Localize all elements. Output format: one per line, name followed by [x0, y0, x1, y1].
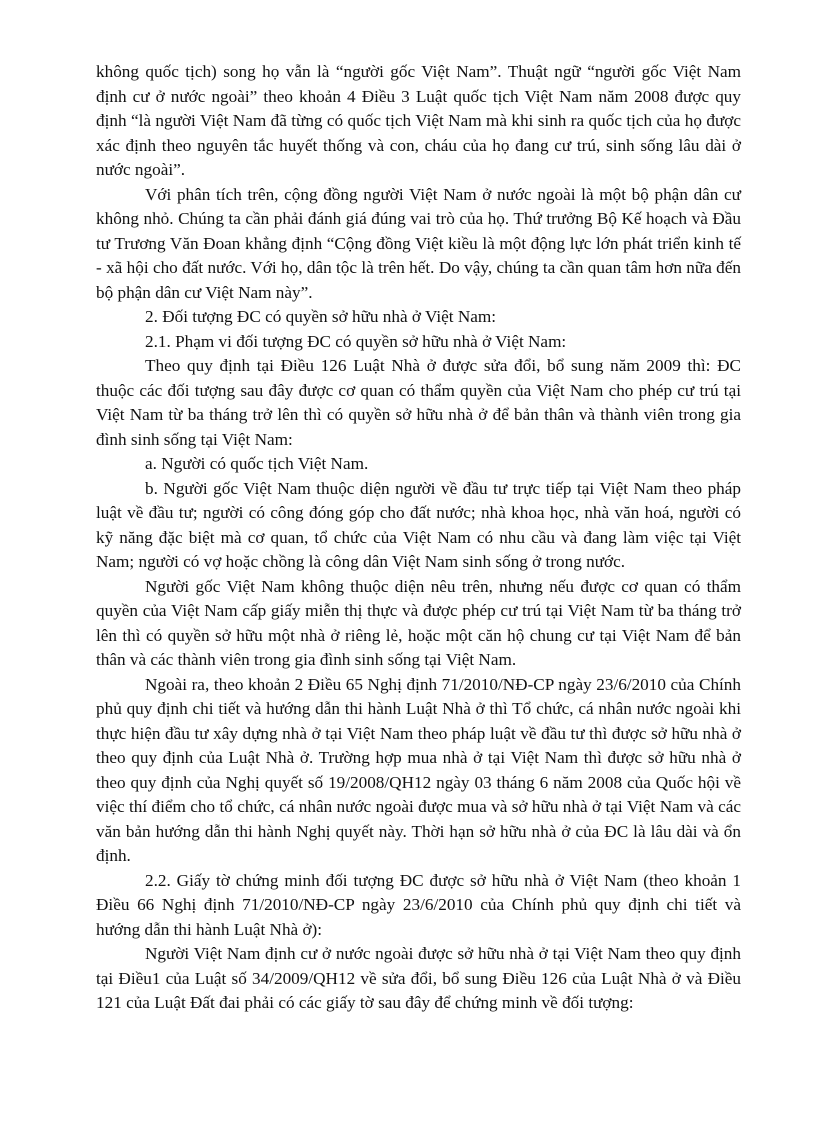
paragraph-continuation: không quốc tịch) song họ vẫn là “người gốc Việt Nam”. Thuật ngữ “người gốc Việt Nam định cư ở nước ngoài” theo khoản 4 Điều 3 Luật quốc tịch Việt Nam năm 2008 được quy định “là người Việt Nam đã từng có quốc tịch Việt Nam mà khi sinh ra quốc tịch của họ được xác định theo nguyên tắc huyết thống và con, cháu của họ đang cư trú, sinh sống lâu dài ở nước ngoài”.	[96, 62, 741, 179]
paragraph-required-documents: Người Việt Nam định cư ở nước ngoài được sở hữu nhà ở tại Việt Nam theo quy định tại Điều1 của Luật số 34/2009/QH12 về sửa đổi, bổ sung Điều 126 của Luật Nhà ở và Điều 121 của Luật Đất đai phải có các giấy tờ sau đây để chứng minh về đối tượng:	[96, 944, 741, 1012]
document-page	[96, 60, 741, 1016]
paragraph-visa-exemption: Người gốc Việt Nam không thuộc diện nêu trên, nhưng nếu được cơ quan có thẩm quyền của Việt Nam cấp giấy miễn thị thực và được phép cư trú tại Việt Nam từ ba tháng trở lên thì có quyền sở hữu một nhà ở riêng lẻ, hoặc một căn hộ chung cư tại Việt Nam để bản thân và các thành viên trong gia đình sinh sống tại Việt Nam.	[96, 576, 741, 669]
list-item-a: a. Người có quốc tịch Việt Nam.	[145, 454, 369, 473]
section-heading-2-2: 2.2. Giấy tờ chứng minh đối tượng ĐC được sở hữu nhà ở Việt Nam (theo khoản 1 Điều 66 Nghị định 71/2010/NĐ-CP ngày 23/6/2010 của Chính phủ quy định chi tiết và hướng dẫn thi hành Luật Nhà ở):	[96, 870, 741, 939]
paragraph-analysis: Với phân tích trên, cộng đồng người Việt Nam ở nước ngoài là một bộ phận dân cư không nhỏ. Chúng ta cần phải đánh giá đúng vai trò của họ. Thứ trưởng Bộ Kế hoạch và Đầu tư Trương Văn Đoan khẳng định “Cộng đồng Việt kiều là một động lực lớn phát triển kinh tế - xã hội cho đất nước. Với họ, dân tộc là trên hết. Do vậy, chúng ta cần quan tâm hơn nữa đến bộ phận dân cư Việt Nam này”.	[96, 184, 741, 302]
section-heading-2: 2. Đối tượng ĐC có quyền sở hữu nhà ở Việt Nam:	[145, 307, 497, 326]
section-heading-2-1: 2.1. Phạm vi đối tượng ĐC có quyền sở hữu nhà ở Việt Nam:	[145, 331, 567, 351]
paragraph-decree-71: Ngoài ra, theo khoản 2 Điều 65 Nghị định 71/2010/NĐ-CP ngày 23/6/2010 của Chính phủ quy định chi tiết và hướng dẫn thi hành Luật Nhà ở thì Tổ chức, cá nhân nước ngoài khi thực hiện đầu tư xây dựng nhà ở tại Việt Nam theo pháp luật về đầu tư thì được sở hữu nhà ở theo quy định của Luật Nhà ở. Trường hợp mua nhà ở tại Việt Nam thì được sở hữu nhà ở theo quy định của Nghị quyết số 19/2008/QH12 ngày 03 tháng 6 năm 2008 của Quốc hội về việc thí điểm cho tổ chức, cá nhân nước ngoài được mua và sở hữu nhà ở tại Việt Nam và các văn bản hướng dẫn thi hành Nghị quyết này. Thời hạn sở hữu nhà ở của ĐC là lâu dài và ổn định.	[96, 674, 741, 865]
list-item-b: b. Người gốc Việt Nam thuộc diện người về đầu tư trực tiếp tại Việt Nam theo pháp luật về đầu tư; người có công đóng góp cho đất nước; nhà khoa học, nhà văn hoá, người có kỹ năng đặc biệt mà cơ quan, tổ chức của Việt Nam có nhu cầu và đang làm việc tại Việt Nam; người có vợ hoặc chồng là công dân Việt Nam sinh sống ở trong nước.	[96, 478, 741, 571]
paragraph-article-126: Theo quy định tại Điều 126 Luật Nhà ở được sửa đổi, bổ sung năm 2009 thì: ĐC thuộc các đối tượng sau đây được cơ quan có thẩm quyền của Việt Nam cho phép cư trú tại Việt Nam từ ba tháng trở lên thì có quyền sở hữu nhà ở để bản thân và thành viên trong gia đình sinh sống tại Việt Nam:	[96, 356, 741, 449]
